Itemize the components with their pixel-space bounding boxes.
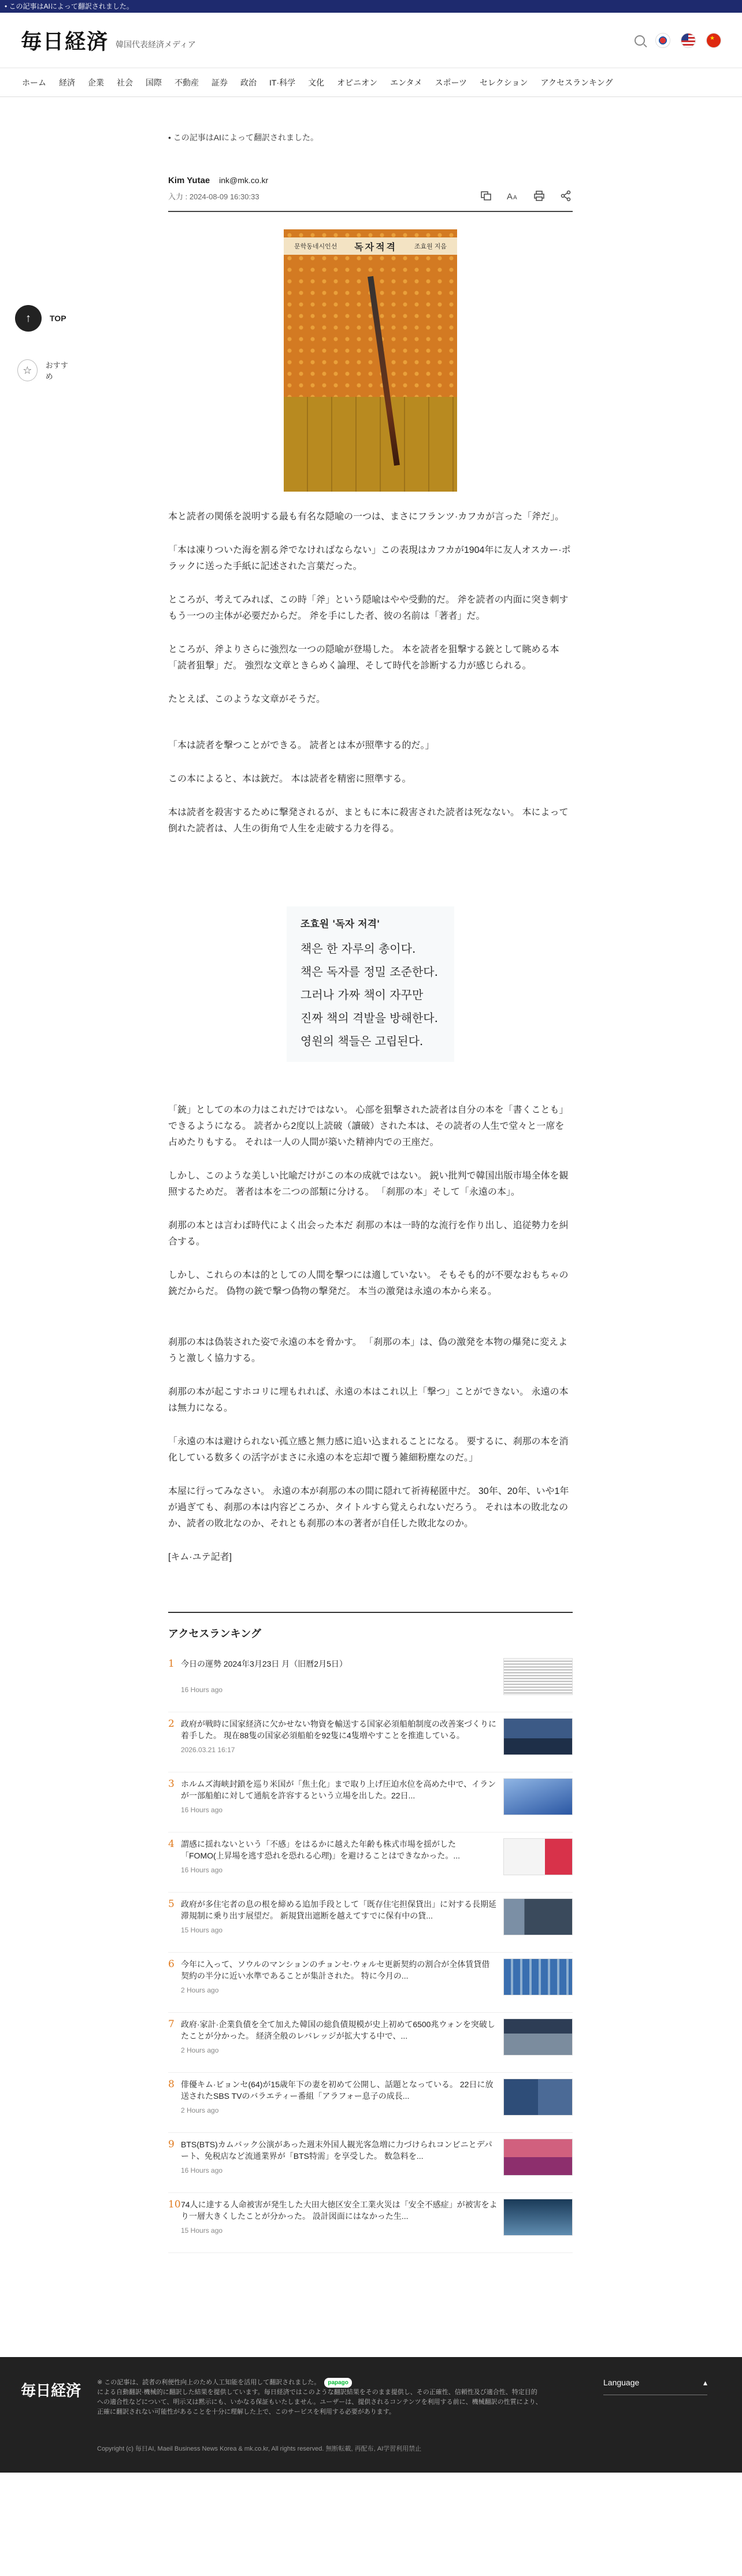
ranking-time: 2 Hours ago bbox=[181, 2106, 219, 2114]
poem-line: 영원의 책들은 고립된다. bbox=[300, 1034, 424, 1048]
nav-item-real-estate[interactable]: 不動産 bbox=[175, 77, 199, 87]
site-logo[interactable]: 毎日経済 bbox=[21, 29, 109, 54]
scroll-top-control[interactable] bbox=[15, 305, 73, 332]
translate-icon[interactable] bbox=[479, 189, 493, 203]
ranking-number: 9 bbox=[168, 2139, 175, 2150]
side-float-menu bbox=[15, 305, 73, 381]
ranking-thumbnail[interactable] bbox=[503, 1898, 573, 1935]
poem-line: 진짜 책의 격발을 방해한다. bbox=[300, 1011, 438, 1025]
article-paragraph: たとえば、このような文章がそうだ。 bbox=[168, 694, 326, 704]
ranking-time: 2 Hours ago bbox=[181, 1986, 219, 1994]
recommend-control[interactable] bbox=[15, 359, 73, 381]
footer-disclaimer bbox=[97, 2378, 542, 2417]
ranking-headline[interactable]: ホルムズ海峡封鎖を巡り米国が「焦土化」まで取り上げ圧迫水位を高めた中で、イランが一部船舶に対して通航を許容するという立場を出した。22日... bbox=[181, 1779, 496, 1800]
ranking-headline[interactable]: 今年に入って、ソウルのマンションのチョンセ·ウォルセ更新契約の割合が全体賃貸借契約の半分に近い水準であることが集計された。 特に今月の... bbox=[181, 1960, 490, 1980]
poem-line: 책은 독자를 정밀 조준한다. bbox=[300, 965, 438, 979]
ranking-item[interactable] bbox=[168, 2133, 573, 2193]
ranking-headline[interactable]: 政府·家計·企業負債を全て加えた韓国の総負債規模が史上初めて6500兆ウォンを突破したことが分かった。 経済全般のレバレッジが拡大する中で、... bbox=[181, 2020, 495, 2040]
ranking-body bbox=[181, 2139, 498, 2192]
book-cover-wainscot bbox=[284, 397, 457, 492]
ranking-time: 16 Hours ago bbox=[181, 1686, 223, 1694]
ranking-time: 2 Hours ago bbox=[181, 2046, 219, 2054]
access-ranking bbox=[168, 1612, 573, 2253]
nav-item-culture[interactable]: 文化 bbox=[308, 77, 325, 87]
ranking-thumbnail[interactable] bbox=[503, 2079, 573, 2116]
ranking-item[interactable] bbox=[168, 2073, 573, 2133]
ranking-number: 7 bbox=[168, 2019, 175, 2030]
article-tools bbox=[479, 189, 573, 203]
poem-card bbox=[287, 906, 454, 1062]
footer-logo[interactable]: 毎日経済 bbox=[21, 2382, 81, 2400]
ranking-headline[interactable]: 政府が多住宅者の息の根を締める追加手段として「既存住宅担保貸出」に対する長期延滞規制に乗り出す展望だ。 新規貸出遮断を越えてすでに保有中の貸... bbox=[181, 1900, 496, 1920]
author-email[interactable]: ink@mk.co.kr bbox=[219, 176, 269, 185]
ranking-time: 16 Hours ago bbox=[181, 2166, 223, 2174]
english-flag-icon[interactable] bbox=[681, 33, 696, 48]
book-cover-figure bbox=[168, 229, 573, 492]
article-paragraph: 「永遠の本は避けられない孤立感と無力感に追い込まれることになる。 要するに、刹那の本を消化している数多くの活字がまさに永遠の本を忘却で覆う雑細粉塵なのだ。」 bbox=[168, 1437, 569, 1463]
article-paragraph: 刹那の本は偽装された姿で永遠の本を脅かす。 「刹那の本」は、偽の激発を本物の爆発に変えようと激しく協力する。 bbox=[168, 1337, 568, 1363]
ranking-number: 6 bbox=[168, 1958, 175, 1970]
ranking-thumbnail[interactable] bbox=[503, 1778, 573, 1815]
ranking-number: 10 bbox=[168, 2199, 181, 2210]
main-content bbox=[0, 132, 742, 2253]
footer-copyright: Copyright (c) 毎日AI, Maeil Business News Korea & mk.co.kr, All rights reserved. 無断転載, 再配布, AI学習利用禁止 bbox=[97, 2445, 422, 2452]
ranking-headline[interactable]: 74人に達する人命被害が発生した大田大徳区安全工業火災は「安全不感症」が被害をより一層大きくしたことが分かった。 設計図面にはなかった生... bbox=[181, 2200, 498, 2221]
site-tagline: 韓国代表経済メディア bbox=[116, 39, 196, 49]
article-paragraph: しかし、これらの本は的としての人間を撃つには適していない。 そもそも的が不要なおもちゃの銃だからだ。 偽物の銃で撃つ偽物の撃発だ。 本当の激発は永遠の本から来る。 bbox=[168, 1270, 569, 1296]
ranking-time: 15 Hours ago bbox=[181, 1926, 223, 1934]
ranking-body bbox=[181, 2199, 498, 2252]
ranking-thumbnail[interactable] bbox=[503, 2139, 573, 2176]
ranking-item[interactable] bbox=[168, 1772, 573, 1832]
ranking-body bbox=[181, 1718, 498, 1772]
ranking-time: 2026.03.21 16:17 bbox=[181, 1746, 235, 1754]
nav-item-economy[interactable]: 経済 bbox=[59, 77, 75, 87]
ranking-number: 1 bbox=[168, 1658, 175, 1670]
nav-item-sports[interactable]: スポーツ bbox=[435, 77, 468, 87]
nav-item-it-science[interactable]: IT·科学 bbox=[269, 77, 296, 87]
article-paragraph: 「銃」としての本の力はこれだけではない。 心部を狙撃された読者は自分の本を「書くことも」できるようになる。 読者から2度以上読破（讀破）された本は、その読者の人生で堂々と一席を占めたりもする。 それは一人の人間が築いた精神内での王座だ。 bbox=[168, 1105, 569, 1147]
ranking-headline[interactable]: 俳優キム·ビョンセ(64)が15歳年下の妻を初めて公開し、話題となっている。 22日に放送されたSBS TVのバラエティー番組「アラフォー息子の成長... bbox=[181, 2080, 494, 2101]
ranking-time: 15 Hours ago bbox=[181, 2226, 223, 2235]
nav-item-ranking[interactable]: アクセスランキング bbox=[540, 77, 613, 87]
ranking-number: 2 bbox=[168, 1718, 175, 1730]
svg-text:A: A bbox=[507, 192, 513, 202]
nav-item-politics[interactable]: 政治 bbox=[240, 77, 257, 87]
poem-line: 그러나 가짜 책이 자꾸만 bbox=[300, 988, 424, 1002]
ranking-headline[interactable]: 今日の運勢 2024年3月23日 月（旧暦2月5日） bbox=[181, 1659, 347, 1668]
language-select[interactable] bbox=[603, 2378, 707, 2395]
ranking-thumbnail[interactable] bbox=[503, 1958, 573, 1995]
nav-item-home[interactable]: ホーム bbox=[22, 77, 46, 87]
article-quote: 「本は読者を撃つことができる。 読者とは本が照準する的だ。」 bbox=[168, 741, 435, 750]
ranking-headline[interactable]: 政府が戦時に国家経済に欠かせない物資を輸送する国家必須船舶制度の改善案づくりに着手した。 現在88隻の国家必須船舶を92隻に4隻増やすことを推進している。 bbox=[181, 1719, 496, 1740]
font-size-icon[interactable] bbox=[506, 189, 520, 203]
ranking-body bbox=[181, 2079, 498, 2132]
arrow-up-icon[interactable]: ↑ bbox=[15, 305, 42, 332]
ranking-body bbox=[181, 1958, 498, 2012]
chinese-flag-icon[interactable] bbox=[706, 33, 721, 48]
ai-translation-topbar: • この記事はAIによって翻訳されました。 bbox=[0, 0, 742, 13]
reporter-signature: [キム·ユテ記者] bbox=[168, 1552, 232, 1562]
svg-text:A: A bbox=[513, 195, 517, 201]
ranking-body bbox=[181, 1898, 498, 1952]
search-icon[interactable] bbox=[635, 35, 645, 46]
ranking-time: 16 Hours ago bbox=[181, 1806, 223, 1814]
article-paragraph: しかし、このような美しい比喩だけがこの本の成就ではない。 鋭い批判で韓国出版市場全体を観照するためだ。 著者は本を二つの部類に分ける。 「刹那の本」そして「永遠の本」。 bbox=[168, 1171, 569, 1197]
article-paragraph: 「本は凍りついた海を割る斧でなければならない」この表現はカフカが1904年に友人オスカー·ポラックに送った手紙に記述された言葉だった。 bbox=[168, 545, 571, 571]
ranking-item[interactable] bbox=[168, 1652, 573, 1712]
ranking-thumbnail[interactable] bbox=[503, 2199, 573, 2236]
ranking-title: アクセスランキング bbox=[168, 1628, 261, 1640]
ranking-item[interactable] bbox=[168, 1712, 573, 1772]
ranking-number: 4 bbox=[168, 1838, 175, 1850]
korean-flag-icon[interactable] bbox=[655, 33, 670, 48]
ranking-number: 5 bbox=[168, 1898, 175, 1910]
book-publisher: 문학동네시인선 bbox=[294, 243, 337, 250]
nav-item-world[interactable]: 国際 bbox=[146, 77, 162, 87]
article-paragraph: 本は読者を殺害するために撃発されるが、まともに本に殺害された読者は死なない。 本によって倒れた読者は、人生の街角で人生を走破する力を得る。 bbox=[168, 808, 569, 834]
nav-item-selection[interactable]: セレクション bbox=[480, 77, 528, 87]
article-paragraph: ところが、考えてみれば、この時「斧」という隠喩はやや受動的だ。 斧を読者の内面に突き刺すもう一つの主体が必要だからだ。 斧を手にした者、彼の名前は「著者」だ。 bbox=[168, 595, 569, 621]
ranking-item[interactable] bbox=[168, 1893, 573, 1953]
book-title: 독자적격 bbox=[354, 242, 398, 252]
scroll-top-label[interactable]: TOP bbox=[50, 314, 66, 323]
book-cover-image bbox=[284, 229, 457, 492]
footer-disclaimer-text: による自動翻訳·機械的に翻訳した結果を提供しています。毎日経済ではこのような翻訳結果をそのまま提供し、その正確性、信頼性及び適合性、特定目的への適合性などについて、明示又は黙示にも、いかなる保証もいたしません。ユーザーは、提供されるコンテンツを利用する前に、機械翻訳の性質により、正確に翻訳されない可能性があることを十分に理解した上で、このサービスを利用する必要があります。 bbox=[97, 2389, 542, 2415]
article-meta-row bbox=[168, 189, 573, 212]
nav-item-stocks[interactable]: 証券 bbox=[212, 77, 228, 87]
nav-item-opinion[interactable]: オピニオン bbox=[337, 77, 378, 87]
ranking-number: 8 bbox=[168, 2079, 175, 2090]
nav-item-society[interactable]: 社会 bbox=[117, 77, 133, 87]
ranking-item[interactable] bbox=[168, 2193, 573, 2253]
ranking-headline[interactable]: BTS(BTS)カムバック公演があった週末外国人観光客急増に力づけられコンビニとデパート、免税店など流通業界が「BTS特需」を享受した。 数急料を... bbox=[181, 2140, 492, 2161]
article-paragraph: ところが、斧よりさらに強烈な一つの隠喩が登場した。 本を読者を狙撃する銃として眺める本「読者狙撃」だ。 強烈な文章ときらめく論理、そして時代を診断する力が感じられる。 bbox=[168, 645, 559, 671]
ranking-item[interactable] bbox=[168, 1953, 573, 2013]
poem-title: 조효원 '독자 저격' bbox=[300, 919, 380, 930]
main-nav bbox=[0, 68, 742, 97]
header-actions bbox=[635, 33, 721, 48]
ranking-time: 16 Hours ago bbox=[181, 1866, 223, 1874]
print-icon[interactable] bbox=[532, 189, 546, 203]
recommend-label[interactable]: おすすめ bbox=[45, 361, 68, 381]
poem-figure bbox=[168, 906, 573, 1062]
ranking-body bbox=[181, 2019, 498, 2072]
ranking-headline[interactable]: 謂感に揺れないという「不感」をはるかに越えた年齢も株式市場を揺がした「FOMO(上昇場を逃す恐れを恐れる心理)」を避けることはできなかった。... bbox=[181, 1839, 460, 1860]
site-footer bbox=[0, 2357, 742, 2473]
ranking-item[interactable] bbox=[168, 1832, 573, 1893]
ranking-thumbnail[interactable] bbox=[503, 1718, 573, 1755]
nav-item-business[interactable]: 企業 bbox=[88, 77, 104, 87]
ranking-thumbnail[interactable] bbox=[503, 1658, 573, 1695]
publish-date: 入力 : 2024-08-09 16:30:33 bbox=[168, 192, 259, 201]
ranking-body bbox=[181, 1778, 498, 1832]
author-name[interactable]: Kim Yutae bbox=[168, 176, 210, 185]
article-paragraph: この本によると、本は銃だ。 本は読者を精密に照準する。 bbox=[168, 774, 411, 784]
article-paragraph: 刹那の本が起こすホコリに埋もれれば、永遠の本はこれ以上「撃つ」ことができない。 永遠の本は無力になる。 bbox=[168, 1387, 569, 1413]
byline bbox=[168, 176, 573, 185]
article-paragraph: 本と読者の関係を説明する最も有名な隠喩の一つは、まさにフランツ·カフカが言った「斧だ」。 bbox=[168, 512, 565, 522]
ranking-body bbox=[181, 1658, 498, 1712]
site-header bbox=[0, 13, 742, 68]
footer-notice: ※ この記事は、読者の利便性向上のため人工知能を活用して翻訳されました。 bbox=[97, 2379, 321, 2386]
ranking-number: 3 bbox=[168, 1778, 175, 1790]
ranking-thumbnail[interactable] bbox=[503, 1838, 573, 1875]
papago-logo: papago bbox=[324, 2378, 352, 2388]
language-label[interactable]: Language bbox=[603, 2378, 640, 2387]
ranking-item[interactable] bbox=[168, 2013, 573, 2073]
article-paragraph: 刹那の本とは言わば時代によく出会った本だ 刹那の本は一時的な流行を作り出し、追従勢力を糾合する。 bbox=[168, 1221, 569, 1247]
article-paragraph: 本屋に行ってみなさい。 永遠の本が刹那の本の間に隠れて祈祷秘匿中だ。 30年、20年、いや1年が過ぎても、刹那の本は内容どころか、タイトルすら覚えられないだろう。 それは本の敗北なのか、読者の敗北なのか、それとも刹那の本の著者が自任した敗北なのか。 bbox=[168, 1486, 569, 1529]
ranking-thumbnail[interactable] bbox=[503, 2019, 573, 2055]
poem-line: 책은 한 자루의 총이다. bbox=[300, 942, 416, 956]
nav-item-entertainment[interactable]: エンタメ bbox=[390, 77, 422, 87]
ranking-body bbox=[181, 1838, 498, 1892]
article-ai-notice: • この記事はAIによって翻訳されました。 bbox=[168, 133, 319, 142]
star-icon[interactable]: ☆ bbox=[17, 359, 38, 381]
caret-up-icon[interactable]: ▴ bbox=[703, 2378, 707, 2387]
book-cover-title-band bbox=[284, 237, 457, 255]
article bbox=[168, 132, 573, 2253]
book-author: 조효원 지음 bbox=[414, 243, 447, 250]
share-icon[interactable] bbox=[559, 189, 573, 203]
